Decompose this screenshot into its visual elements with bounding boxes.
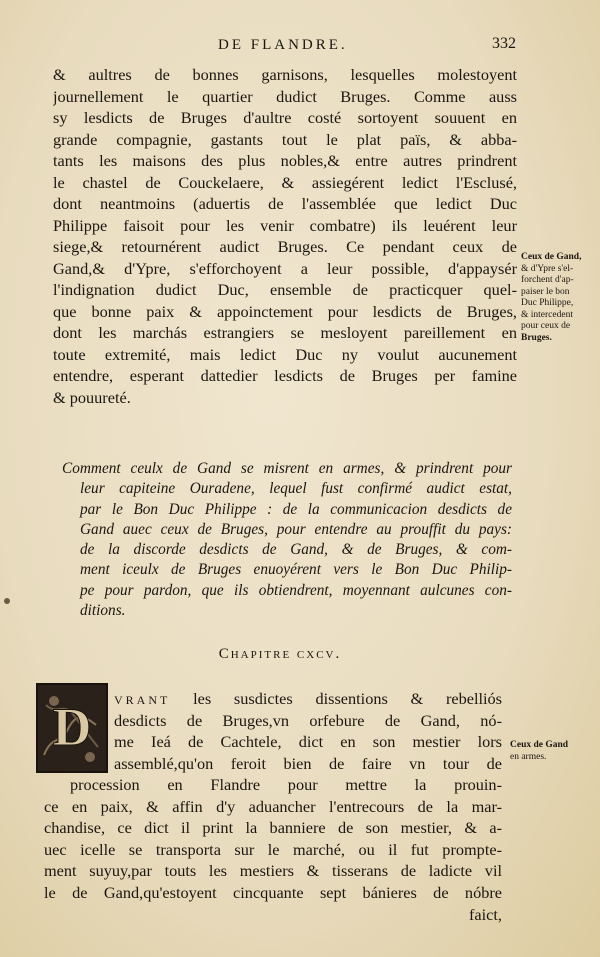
summary-line: de la discorde desdicts de Gand, & de Bruges, & com- — [80, 541, 512, 559]
text-line: & aultres de bonnes garnisons, lesquelles molestoyent — [53, 65, 517, 84]
binding-hole-mark — [4, 598, 10, 604]
text-line: ce en paix, & affin d'y aduancher l'entrecours de la mar- — [44, 796, 502, 816]
chapter-body — [44, 774, 502, 925]
text-line: l'indignation dudict Duc, ensemble de practicquer quel- — [53, 280, 517, 299]
margin-note-line: pour ceux de — [521, 321, 571, 331]
text-line: dont neantmoins (aduertis de l'assemblée que ledict Duc — [53, 194, 517, 213]
chapter-opening — [114, 688, 502, 774]
margin-note-line: paiser le bon — [521, 286, 570, 297]
text-line: le chastel de Couckelaere, & assiegérent ledict l'Esclusé, — [53, 172, 517, 192]
summary-line: Comment ceulx de Gand se misrent en armes, & prindrent pour — [62, 460, 512, 477]
text-line: VRANT les susdictes dissentions & rebelliós — [114, 689, 502, 708]
running-head: DE FLANDRE. — [218, 37, 348, 53]
catchword: faict, — [469, 904, 502, 924]
chapter-title: Chapitre cxcv. — [218, 646, 342, 662]
text-line: Philippe faisoit pour les venir combatre) ils leuérent leur — [53, 215, 517, 235]
text-line: procession en Flandre pour mettre la prouin- — [70, 775, 502, 794]
text-line: que bonne paix & appoinctement pour lesdicts de Bruges, — [53, 301, 517, 321]
summary-line: par le Bon Duc Philippe : de la communicacion desdicts de — [80, 500, 512, 518]
margin-note-line: & d'Ypre s'el- — [521, 263, 574, 274]
decorated-initial — [36, 683, 108, 773]
text-line: uec icelle se transporta sur le marché, ou il fut prompte- — [44, 839, 502, 859]
text-line: Gand,& d'Ypre, s'efforchoyent a leur possible, d'appaysér — [53, 258, 517, 278]
chapter-first-word: VRANT — [114, 693, 171, 707]
text-line: journellement le quartier dudict Bruges. Comme auss — [53, 86, 517, 106]
text-line: tants les maisons des plus nobles,& entre autres prindrent — [53, 151, 517, 170]
text-line: dont les marchás estrangiers se mesloyent pareillement en — [53, 323, 517, 342]
margin-note-line: Duc Philippe, — [521, 298, 574, 308]
text-line: toute extremité, mais ledict Duc ny voulut aucunement — [53, 344, 517, 364]
summary-line: ment iceulx de Bruges enuoyérent vers le Bon Duc Philip- — [80, 561, 512, 579]
margin-note-line: Bruges. — [521, 332, 552, 343]
decorated-initial-art — [38, 685, 106, 771]
margin-note-line: en armes. — [510, 751, 547, 762]
text-line: siege,& retournérent audict Bruges. Ce pendant ceux de — [53, 237, 517, 256]
summary-line: ditions. — [80, 602, 126, 620]
text-line: desdicts de Bruges,vn orfebure de Gand, nó- — [114, 710, 502, 730]
text-line: chandise, ce dict il print la banniere de son mestier, & a- — [44, 818, 502, 838]
margin-note-gand-ypre — [521, 252, 581, 344]
text-line: me Ieá de Cachtele, dict en son mestier lors — [114, 732, 502, 752]
text-line: entendre, esperant dattedier lesdicts de Bruges per famine — [53, 366, 517, 385]
page-header — [0, 37, 600, 57]
summary-line: pe pour pardon, que ils obtiendrent, moyennant aulcunes con- — [80, 581, 512, 599]
margin-note-line: Ceux de Gand, — [521, 252, 582, 262]
margin-note-line: forchent d'ap- — [521, 275, 574, 285]
text-line: grande compagnie, gastants tout le plat païs, & abba- — [53, 129, 517, 149]
initial-letter: D — [52, 697, 92, 757]
summary-line: Gand auec ceux de Bruges, pour entendre au prouffit du pays: — [80, 520, 512, 538]
text-line: ment suyuy,par touts les mestiers & tisserans de ladicte vil — [44, 861, 502, 881]
text-line: & pouureté. — [53, 387, 131, 407]
summary-line: leur capiteine Ouradene, lequel fust confirmé audict estat, — [80, 480, 512, 498]
chapter-summary — [62, 459, 512, 621]
text-line: le de Gand,qu'estoyent cincquante sept bánieres de nóbre — [44, 882, 502, 902]
body-paragraph — [53, 64, 517, 408]
page-number: 332 — [492, 35, 516, 52]
margin-note-line: & intercedent — [521, 309, 573, 320]
text-line: assemblé,qu'on feroit bien de faire vn tour de — [114, 753, 502, 773]
margin-note-line: Ceux de Gand — [510, 740, 569, 750]
text-line: sy lesdicts de Bruges d'aultre costé sortoyent souuent en — [53, 108, 517, 127]
margin-note-gand-armes — [510, 740, 568, 763]
